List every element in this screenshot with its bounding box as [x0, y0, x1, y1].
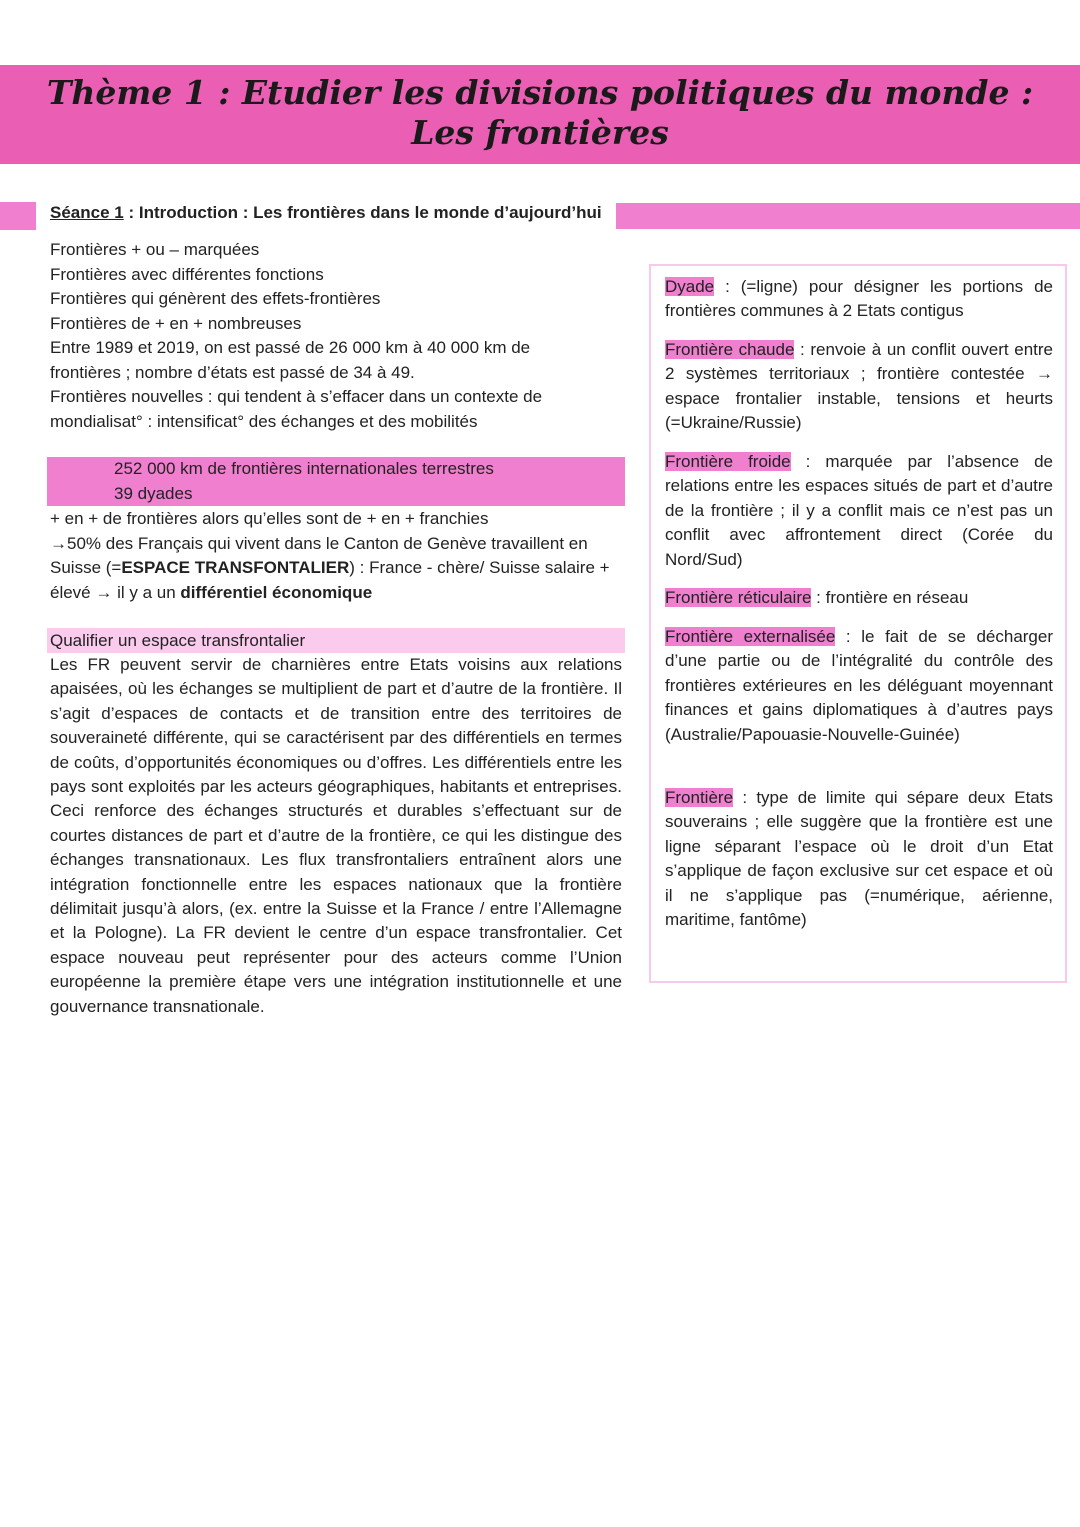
definition-term: Dyade: [665, 277, 715, 296]
stats-line: 252 000 km de frontières internationales terrestres: [114, 459, 494, 478]
section-label: Séance 1: [50, 203, 124, 222]
intro-line: Entre 1989 et 2019, on est passé de 26 000 km à 40 000 km de: [50, 338, 531, 357]
definition-text: : type de limite qui sépare deux Etats souverains ; elle suggère que la frontière est une ligne séparant l’espace où le droit d’un Etat s’applique de façon exclusive sur cet espace et où il ne s’applique pas (=numérique, aérienne, maritime, fantôme): [665, 788, 1053, 930]
note-line: Suisse (=ESPACE TRANSFONTALIER) : France - chère/ Suisse salaire +: [50, 558, 610, 577]
definition-text: : (=ligne) pour désigner les portions de frontières communes à 2 Etats contigus: [665, 277, 1053, 321]
subsection-heading: Qualifier un espace transfrontalier: [47, 628, 625, 653]
definition-term: Frontière réticulaire: [665, 588, 812, 607]
definition-term: Frontière chaude: [665, 340, 795, 359]
definition-item: [665, 786, 1053, 932]
section-bar: [616, 203, 1080, 229]
definition-term: Frontière froide: [665, 452, 791, 471]
bold-term: ESPACE TRANSFONTALIER: [121, 558, 350, 577]
definitions-box: [649, 264, 1067, 983]
intro-line: frontières ; nombre d’états est passé de 34 à 49.: [50, 362, 415, 382]
definition-item: [665, 450, 1053, 572]
definition-item: [665, 586, 1053, 610]
note-line: élevé → il y a un différentiel économique: [50, 582, 373, 602]
section-heading: [48, 200, 606, 226]
stats-highlight-box: [47, 457, 625, 506]
title-banner: [0, 65, 1080, 164]
definition-text: : marquée par l’absence de relations entre les espaces situés de part et d’autre de la frontière ; il y a conflit mais ce n’est pas un conflit avec affrontement direct (Corée du Nord/Sud): [665, 452, 1053, 569]
intro-line: mondialisat° : intensificat° des échanges et des mobilités: [50, 411, 478, 431]
definition-item: [665, 275, 1053, 324]
bold-term: différentiel économique: [180, 582, 373, 602]
definition-term: Frontière externalisée: [665, 627, 836, 646]
definition-text: : frontière en réseau: [811, 588, 969, 607]
definition-term: Frontière: [665, 788, 734, 807]
intro-line: Frontières qui génèrent des effets-frontières: [50, 289, 381, 308]
definition-text: : renvoie à un conflit ouvert entre 2 systèmes territoriaux ; frontière contestée → espace frontalier instable, tensions et heurts (=Ukraine/Russie): [665, 340, 1053, 433]
section-tab-marker: [0, 202, 36, 230]
definition-item: [665, 338, 1053, 436]
stats-line: 39 dyades: [114, 483, 193, 503]
cross-border-notes: [50, 507, 630, 605]
definition-text: : le fait de se décharger d’une partie ou de l’intégralité du contrôle des frontières extérieures en les déléguant moyennant finances et gains diplomatiques à d’autres pays (Australie/Papouasie-Nouvelle-Guinée): [665, 627, 1054, 744]
page-subtitle: Les frontières: [411, 113, 669, 152]
intro-line: Frontières nouvelles : qui tendent à s’effacer dans un contexte de: [50, 387, 543, 406]
intro-line: Frontières avec différentes fonctions: [50, 264, 324, 284]
intro-line: Frontières de + en + nombreuses: [50, 313, 302, 333]
section-title: : Introduction : Les frontières dans le monde d’aujourd’hui: [123, 203, 602, 222]
intro-list: [50, 238, 630, 434]
note-line: →50% des Français qui vivent dans le Canton de Genève travaillent en: [50, 533, 588, 553]
page-title: Thème 1 : Etudier les divisions politiques du monde :: [46, 73, 1034, 112]
intro-line: Frontières + ou – marquées: [50, 240, 260, 259]
note-line: + en + de frontières alors qu’elles sont de + en + franchies: [50, 509, 489, 528]
definition-item: [665, 625, 1053, 747]
subsection-paragraph: Les FR peuvent servir de charnières entre Etats voisins aux relations apaisées, où les échanges se multiplient de part et d’autre de la frontière. Il s’agit d’espaces de contacts et de transition entre des territoires de souveraineté différente, qui se caractérisent par des différentiels en termes de coûts, d’opportunités économiques ou d’offres. Les différentiels entre les pays sont exploités par les acteurs géographiques, habitants et entreprises. Ceci renforce des échanges structurés et durables s’effectuant sur de courtes distances de part et d’autre de la frontière, ce qui les distingue des échanges transnationaux. Les flux transfrontaliers entraînent alors une intégration fonctionnelle entre les espaces nationaux que la frontière délimitait jusqu’à alors, (ex. entre la Suisse et la France / entre l’Allemagne et la Pologne). La FR devient le centre d’un espace transfrontalier. Cet espace nouveau peut représenter pour des acteurs comme l’Union européenne la première étape vers une intégration institutionnelle et une gouvernance transnationale.: [50, 655, 622, 1016]
